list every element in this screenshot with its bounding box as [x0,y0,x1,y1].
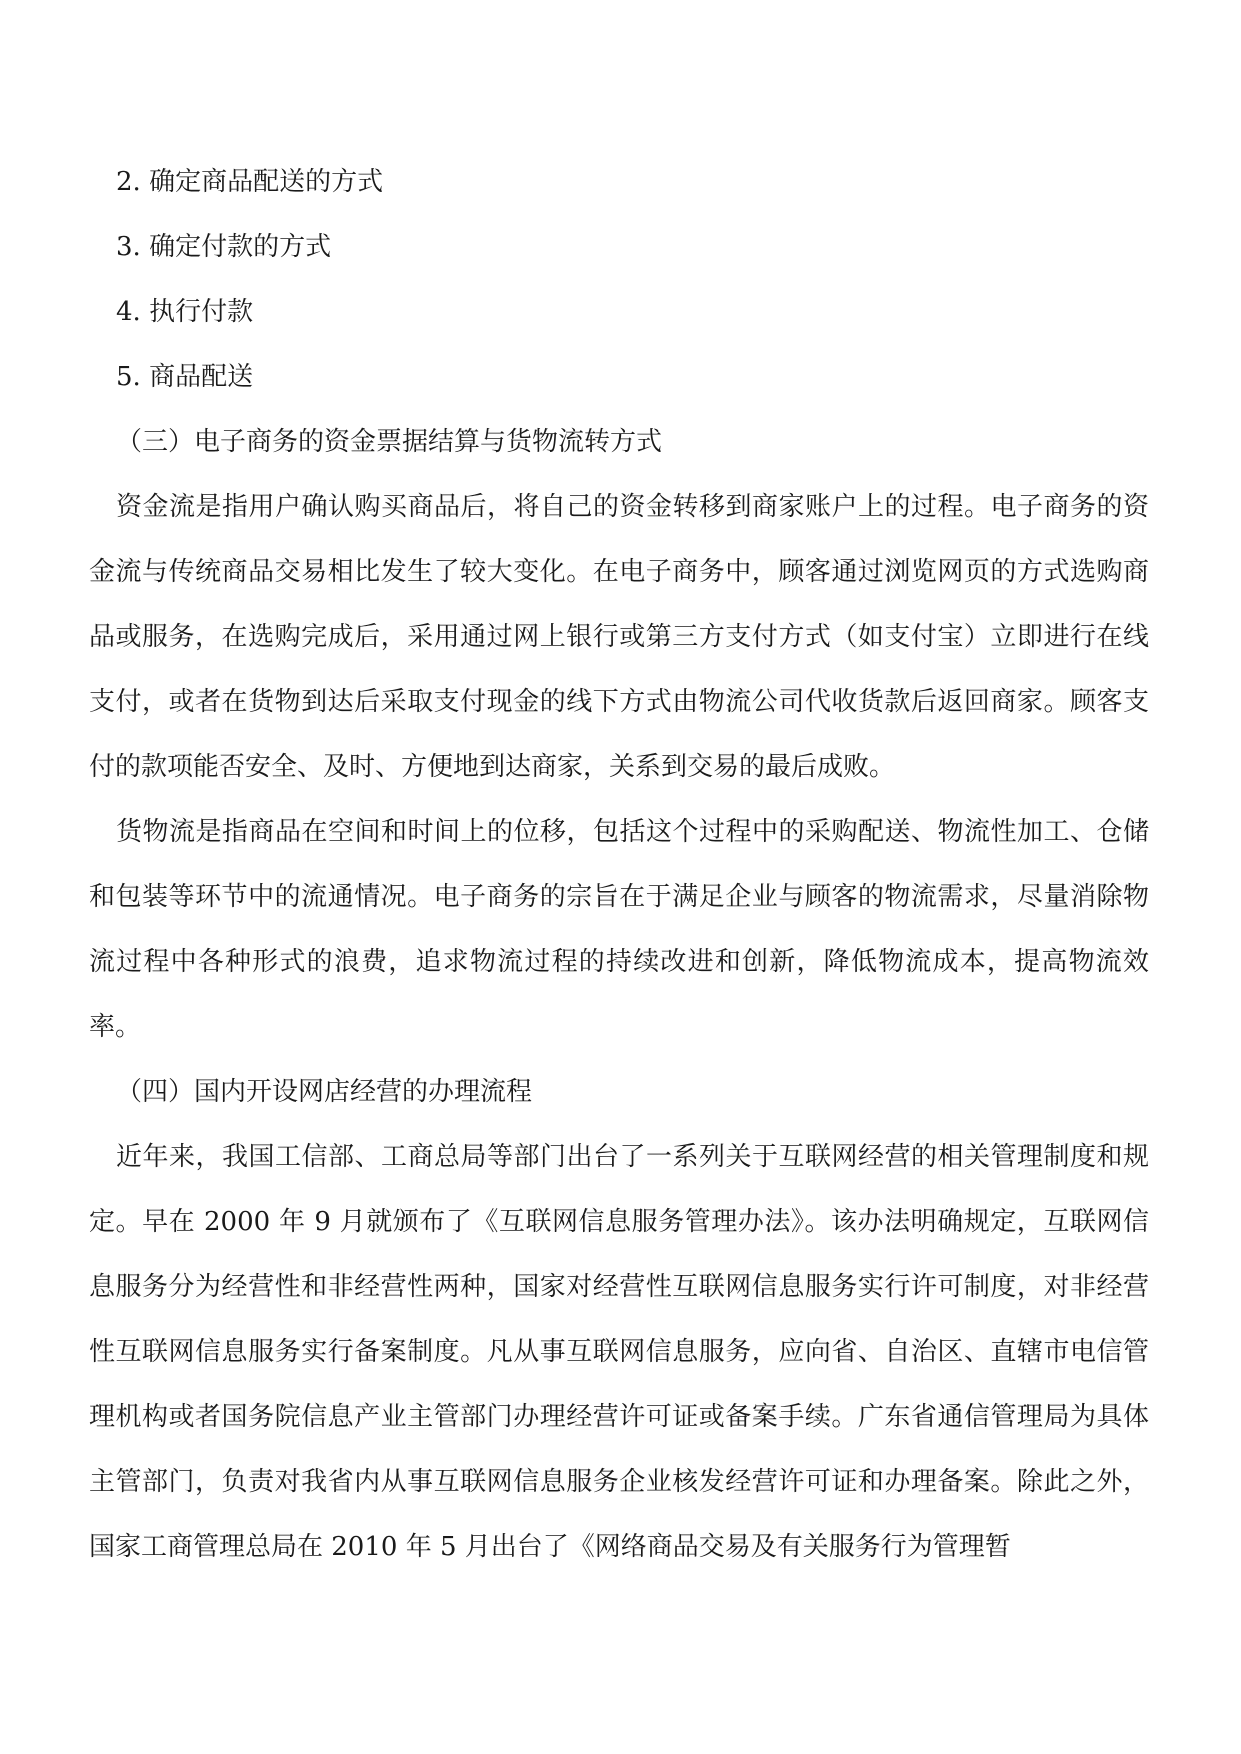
step-item: 3. 确定付款的方式 [116,232,332,262]
paragraph: 资金流是指用户确认购买商品后，将自己的资金转移到商家账户上的过程。电子商务的资金流与传统商品交易相比发生了较大变化。在电子商务中，顾客通过浏览网页的方式选购商品或服务，在选购完成后，采用通过网上银行或第三方支付方式（如支付宝）立即进行在线支付，或者在货物到达后采取支付现金的线下方式由物流公司代收货款后返回商家。顾客支付的款项能否安全、及时、方便地到达商家，关系到交易的最后成败。 [89,492,1149,782]
paragraph: 货物流是指商品在空间和时间上的位移，包括这个过程中的采购配送、物流性加工、仓储和包装等环节中的流通情况。电子商务的宗旨在于满足企业与顾客的物流需求，尽量消除物流过程中各种形式的浪费，追求物流过程的持续改进和创新，降低物流成本，提高物流效率。 [89,817,1149,1042]
section-heading: （三）电子商务的资金票据结算与货物流转方式 [116,427,663,457]
step-item: 4. 执行付款 [116,297,254,327]
section-heading: （四）国内开设网店经营的办理流程 [116,1077,533,1107]
step-item: 5. 商品配送 [116,362,254,392]
step-item: 2. 确定商品配送的方式 [116,167,384,197]
paragraph: 近年来，我国工信部、工商总局等部门出台了一系列关于互联网经营的相关管理制度和规定。早在 2000 年 9 月就颁布了《互联网信息服务管理办法》。该办法明确规定，互联网信息服务分为经营性和非经营性两种，国家对经营性互联网信息服务实行许可制度，对非经营性互联网信息服务实行备案制度。凡从事互联网信息服务，应向省、自治区、直辖市电信管理机构或者国务院信息产业主管部门办理经营许可证或备案手续。广东省通信管理局为具体主管部门，负责对我省内从事互联网信息服务企业核发经营许可证和办理备案。除此之外，国家工商管理总局在 2010 年 5 月出台了《网络商品交易及有关服务行为管理暂 [89,1142,1149,1562]
document-body [89,150,1149,1580]
